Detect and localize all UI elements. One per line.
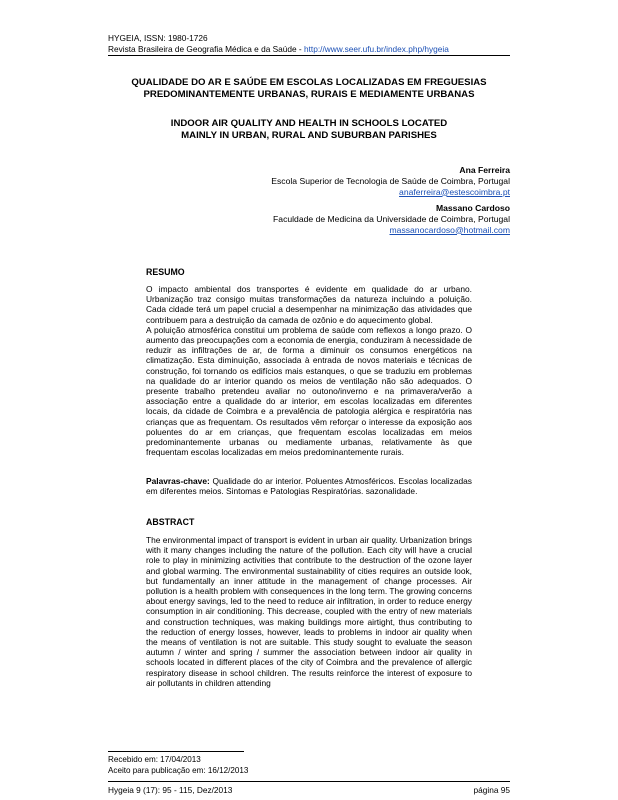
abstract-paragraph: The environmental impact of transport is evident in urban air quality. Urbanization brings with it many changes including the nature of the pollution. Each city will have a crucial role to play in minimizing activities that contribute to the destruction of the ozone layer and global warming. The environmental sustainability of cities requires an outside look, but fundamentally an inner attitude in the management of change processes. Air pollution is a health problem with consequences in the long term. The growing concerns about energy savings, led to the need to reduce air infiltration, in order to reduce energy consumption in air conditioning. This decrease, coupled with the entry of new materials and construction techniques, was making buildings more airtight, thus contributing to the reduction of energy losses, however, leads to problems in indoor air quality when the means of ventilation is not are suitable. This study sought to evaluate the season autumn / winter and spring / summer the association between indoor air quality in schools located in different places of the city of Coimbra and the prevalence of allergic respiratory disease in school children. The results reinforce the interest of exposure to air pollutants in children attending — [146, 535, 472, 688]
keywords-label: Palavras-chave: — [146, 476, 210, 486]
accepted-date: Aceito para publicação em: 16/12/2013 — [108, 765, 249, 775]
title-portuguese-line-2: PREDOMINANTEMENTE URBANAS, RURAIS E MEDIAMENTE URBANAS — [143, 88, 475, 100]
journal-name-line — [108, 44, 449, 55]
resumo-heading: RESUMO — [146, 267, 185, 277]
title-english — [108, 118, 510, 141]
author-affiliation: Escola Superior de Tecnologia de Saúde de Coimbra, Portugal — [271, 175, 510, 186]
footnote-rule — [108, 751, 244, 752]
author-block — [271, 165, 510, 197]
keywords — [146, 476, 472, 496]
header-rule — [108, 55, 510, 56]
resumo-paragraph: A poluição atmosférica constitui um problema de saúde com reflexos a longo prazo. O aumento das preocupações com a economia de energia, conduziram à necessidade de reduzir as infiltrações de ar, de forma a diminuir os consumos energéticos na climatização. Esta diminuição, associada à entrada de novos materiais e técnicas de construção, foi tornando os edifícios mais estanques, o que se traduziu em problemas na qualidade do ar interior quando os meios de ventilação não são adequados. O presente trabalho pretendeu avaliar no outono/inverno e na primavera/verão a associação entre a qualidade do ar interior, em escolas localizadas em diferentes locais, da cidade de Coimbra e a prevalência de patologia alérgica e respiratória nas crianças que as frequentam. Os resultados vêm reforçar o interesse da exposição aos poluentes do ar em crianças, que frequentam escolas localizadas em meios predominantemente urbanas ou mediamente urbanas, relativamente às que frequentam escolas localizadas em meios predominantemente rurais. — [146, 324, 472, 458]
footer-citation: Hygeia 9 (17): 95 - 115, Dez/2013 — [108, 785, 233, 795]
page-number: página 95 — [473, 785, 510, 795]
keywords-text: Qualidade do ar interior. Poluentes Atmosféricos. Escolas localizadas em diferentes meios. Sintomas e Patologias Respiratórias. sazonalidade. — [146, 476, 472, 497]
received-date: Recebido em: 17/04/2013 — [108, 755, 201, 764]
author-email-link[interactable]: anaferreira@estescoimbra.pt — [399, 186, 510, 197]
journal-url-link[interactable]: http://www.seer.ufu.br/index.php/hygeia — [304, 43, 449, 54]
title-english-line-2: MAINLY IN URBAN, RURAL AND SUBURBAN PARISHES — [181, 129, 437, 141]
author-affiliation: Faculdade de Medicina da Universidade de Coimbra, Portugal — [273, 213, 510, 224]
author-name: Massano Cardoso — [435, 203, 510, 213]
footnotes — [108, 755, 248, 776]
journal-issn: HYGEIA, ISSN: 1980-1726 — [108, 33, 208, 43]
journal-header — [108, 33, 449, 54]
abstract-heading: ABSTRACT — [146, 517, 195, 527]
title-portuguese — [108, 77, 510, 100]
title-portuguese-line-1: QUALIDADE DO AR E SAÚDE EM ESCOLAS LOCALIZADAS EM FREGUESIAS — [131, 77, 487, 88]
footer-rule — [108, 781, 510, 782]
resumo-paragraph: O impacto ambiental dos transportes é evidente em qualidade do ar urbano. Urbanização traz consigo muitas transformações da natureza incluindo a poluição. Cada cidade terá um papel crucial a desempenhar na minimização das atividades que contribuem para a destruição da camada de ozônio e do aquecimento global. — [146, 284, 472, 325]
page-footer — [108, 785, 510, 795]
resumo-body — [146, 284, 472, 457]
author-block — [273, 203, 510, 235]
title-english-line-1: INDOOR AIR QUALITY AND HEALTH IN SCHOOLS LOCATED — [170, 118, 448, 129]
journal-name: Revista Brasileira de Geografia Médica e da Saúde - — [108, 43, 305, 54]
abstract-body — [146, 535, 472, 688]
author-name: Ana Ferreira — [459, 165, 510, 175]
author-email-link[interactable]: massanocardoso@hotmail.com — [389, 224, 510, 235]
